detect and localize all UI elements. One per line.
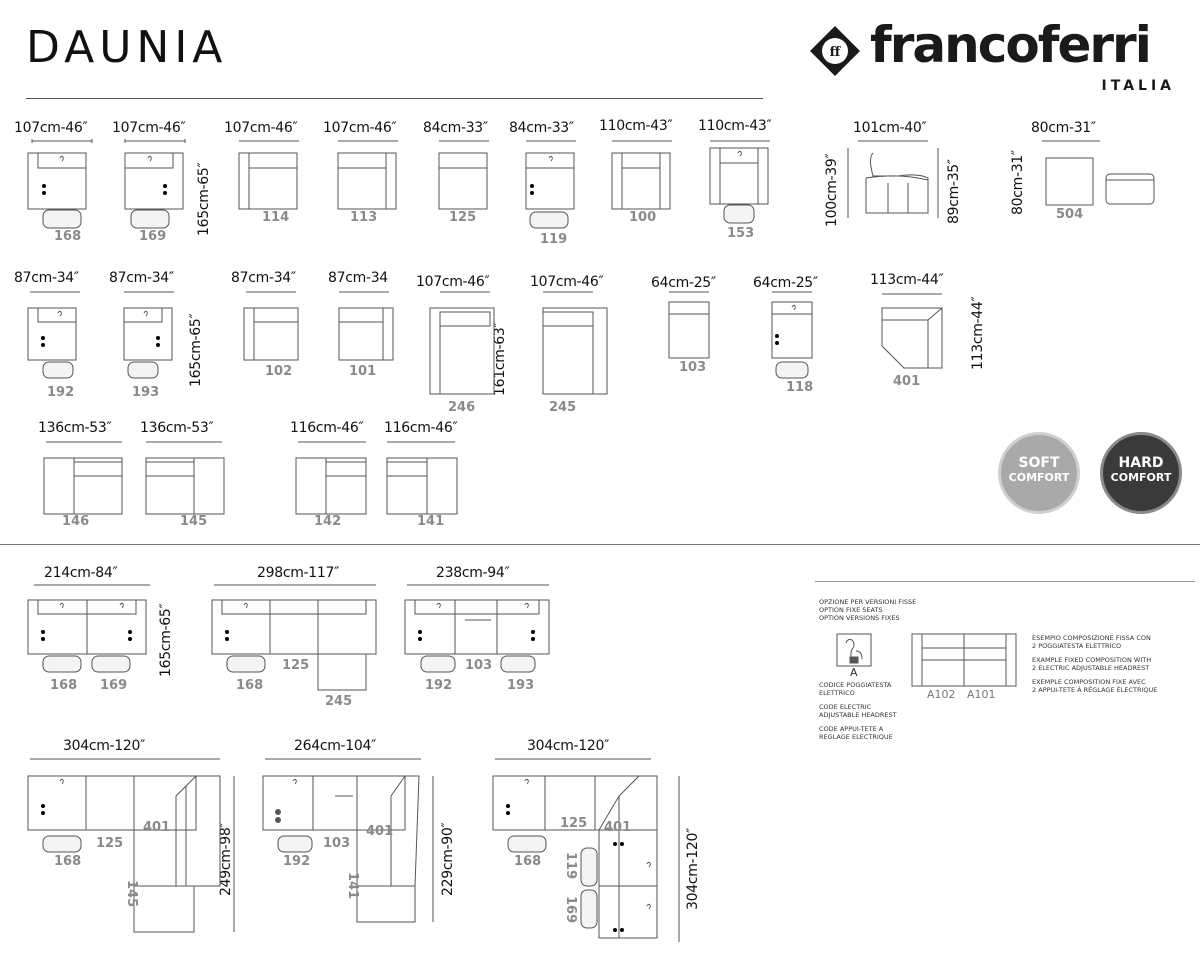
example-text-line: 2 ELECTRIC ADJUSTABLE HEADREST	[1032, 664, 1150, 672]
module-142-drawing	[294, 438, 374, 518]
module-146-drawing	[42, 438, 132, 518]
module-code: 168	[514, 854, 542, 869]
dim-label: 304cm-120″	[527, 738, 610, 754]
module-code: 119	[540, 232, 568, 247]
brand-name: francoferri	[870, 16, 1150, 74]
dim-label-vertical: 304cm-120″	[685, 827, 701, 910]
module-code: 246	[448, 400, 476, 415]
module-102-drawing	[242, 288, 302, 368]
module-118-drawing	[770, 288, 820, 388]
options-divider	[815, 581, 1195, 582]
badge-line: COMFORT	[1008, 471, 1070, 484]
module-code-vertical: 145	[124, 880, 139, 908]
module-code: 103	[465, 658, 493, 673]
dim-label: 84cm-33″	[423, 120, 488, 136]
module-code: 103	[323, 836, 351, 851]
side-profile-drawing	[838, 138, 948, 228]
module-code: 141	[417, 514, 445, 529]
module-119-drawing	[524, 138, 584, 238]
module-code: 114	[262, 210, 290, 225]
page-title: DAUNIA	[26, 22, 228, 73]
module-code: 401	[604, 820, 632, 835]
dim-label-vertical: 100cm-39″	[824, 153, 840, 227]
brand-sub: ITALIA	[1101, 78, 1175, 94]
options-text-line: ADJUSTABLE HEADREST	[819, 711, 897, 719]
dim-label: 107cm-46″	[14, 120, 88, 136]
dim-label: 87cm-34	[328, 270, 388, 286]
module-246-drawing	[428, 288, 498, 408]
dim-label: 136cm-53″	[140, 420, 214, 436]
options-text-line: REGLAGE ELECTRIQUE	[819, 733, 893, 741]
module-code: 192	[47, 385, 75, 400]
hard-comfort-badge	[1100, 432, 1182, 514]
module-code: 504	[1056, 207, 1084, 222]
module-168-drawing	[26, 138, 96, 238]
example-code: A101	[967, 688, 996, 701]
options-codes-text	[819, 681, 897, 741]
dim-label-vertical: 229cm-90″	[440, 822, 456, 896]
composition-264-drawing	[261, 756, 441, 926]
module-code-vertical: 119	[563, 852, 578, 880]
module-code: 192	[283, 854, 311, 869]
section-divider	[0, 544, 1200, 545]
dim-label: 87cm-34″	[14, 270, 79, 286]
dim-label: 107cm-46″	[323, 120, 397, 136]
module-code: 153	[727, 226, 755, 241]
options-heading-line: OPZIONE PER VERSIONI FISSE	[819, 598, 917, 606]
module-401-drawing	[880, 290, 950, 380]
options-heading-line: OPTION VERSIONS FIXES	[819, 614, 900, 622]
module-code: 401	[893, 374, 921, 389]
module-code: 168	[236, 678, 264, 693]
example-code: A102	[927, 688, 956, 701]
dim-label-vertical: 161cm-63″	[492, 322, 508, 396]
module-245-drawing	[541, 288, 611, 408]
module-153-drawing	[708, 138, 778, 238]
composition-304a-drawing	[26, 756, 226, 936]
module-code: 102	[265, 364, 293, 379]
module-code: 192	[425, 678, 453, 693]
dim-label: 304cm-120″	[63, 738, 146, 754]
example-text-line: 2 POGGIATESTA ELETTRICO	[1032, 642, 1122, 650]
dim-label: 64cm-25″	[753, 275, 818, 291]
example-text-line: ESEMPIO COMPOSIZIONE FISSA CON	[1032, 634, 1151, 642]
module-code: 245	[325, 694, 353, 709]
options-heading	[819, 598, 916, 622]
module-code: 168	[54, 229, 82, 244]
module-101-drawing	[337, 288, 397, 368]
dim-label-vertical: 165cm-65″	[196, 162, 212, 236]
module-code: 193	[132, 385, 160, 400]
dim-label: 110cm-43″	[599, 118, 673, 134]
dim-label: 101cm-40″	[853, 120, 927, 136]
example-text-line: EXEMPLE COMPOSITION FIXE AVEC	[1032, 678, 1146, 686]
module-code: 169	[139, 229, 167, 244]
module-103-drawing	[667, 288, 717, 368]
dim-label: 80cm-31″	[1031, 120, 1096, 136]
dim-label: 107cm-46″	[530, 274, 604, 290]
badge-line: COMFORT	[1110, 471, 1172, 484]
module-code: 193	[507, 678, 535, 693]
svg-text:ff: ff	[829, 45, 841, 60]
dim-label: 87cm-34″	[109, 270, 174, 286]
module-100-drawing	[610, 138, 680, 218]
module-code: 142	[314, 514, 342, 529]
module-code: 401	[143, 820, 171, 835]
module-169-drawing	[123, 138, 193, 238]
option-letter: A	[850, 666, 858, 679]
dim-label-vertical: 165cm-65″	[158, 603, 174, 677]
dim-label: 238cm-94″	[436, 565, 510, 581]
options-text-line: CODE APPUI-TETE A	[819, 725, 884, 733]
module-code: 125	[560, 816, 588, 831]
dim-label: 214cm-84″	[44, 565, 118, 581]
dim-label-vertical: 249cm-98″	[218, 822, 234, 896]
module-code: 169	[100, 678, 128, 693]
dim-label: 87cm-34″	[231, 270, 296, 286]
module-code: 168	[50, 678, 78, 693]
dim-label-vertical: 89cm-35″	[946, 159, 962, 224]
module-code: 100	[629, 210, 657, 225]
dim-label: 107cm-46″	[224, 120, 298, 136]
module-code-vertical: 141	[345, 872, 360, 900]
badge-line: SOFT	[1018, 455, 1060, 471]
brand-logo	[808, 18, 1183, 100]
options-text-line: CODICE POGGIATESTA	[819, 681, 892, 689]
module-code: 146	[62, 514, 90, 529]
dim-label: 298cm-117″	[257, 565, 340, 581]
module-192-drawing	[26, 288, 86, 388]
composition-214-drawing	[26, 582, 156, 682]
dim-label: 107cm-46″	[416, 274, 490, 290]
module-145-drawing	[144, 438, 234, 518]
dim-label-vertical: 80cm-31″	[1010, 150, 1026, 215]
dim-label-vertical: 165cm-65″	[188, 313, 204, 387]
dim-label-vertical: 113cm-44″	[970, 296, 986, 370]
example-text	[1032, 634, 1157, 694]
module-code: 113	[350, 210, 378, 225]
module-504-drawing	[1040, 138, 1170, 218]
header-divider	[26, 98, 763, 99]
example-composition-drawing	[910, 632, 1020, 692]
module-141-drawing	[385, 438, 465, 518]
dim-label: 84cm-33″	[509, 120, 574, 136]
example-text-line: EXAMPLE FIXED COMPOSITION WITH	[1032, 656, 1152, 664]
module-code: 118	[786, 380, 814, 395]
module-code: 125	[96, 836, 124, 851]
module-125-drawing	[437, 138, 497, 218]
dim-label: 264cm-104″	[294, 738, 377, 754]
dim-label: 107cm-46″	[112, 120, 186, 136]
dim-label: 64cm-25″	[651, 275, 716, 291]
dim-label: 110cm-43″	[698, 118, 772, 134]
dim-label: 116cm-46″	[290, 420, 364, 436]
dim-label: 113cm-44″	[870, 272, 944, 288]
dim-label: 116cm-46″	[384, 420, 458, 436]
module-code: 168	[54, 854, 82, 869]
options-text-line: ELETTRICO	[819, 689, 855, 697]
module-code: 401	[366, 824, 394, 839]
module-code: 101	[349, 364, 377, 379]
module-code: 245	[549, 400, 577, 415]
options-text-line: CODE ELECTRIC	[819, 703, 872, 711]
composition-304b-drawing	[491, 756, 691, 946]
options-heading-line: OPTION FIXE SEATS	[819, 606, 883, 614]
module-code: 125	[449, 210, 477, 225]
brand-mark-icon	[808, 24, 862, 78]
module-113-drawing	[336, 138, 406, 218]
module-code: 103	[679, 360, 707, 375]
module-code: 145	[180, 514, 208, 529]
module-code: 125	[282, 658, 310, 673]
soft-comfort-badge	[998, 432, 1080, 514]
dim-label: 136cm-53″	[38, 420, 112, 436]
module-193-drawing	[122, 288, 182, 388]
module-114-drawing	[237, 138, 307, 218]
badge-line: HARD	[1118, 455, 1164, 471]
example-text-line: 2 APPUI-TETE À RÉGLAGE ÉLECTRIQUE	[1032, 686, 1158, 694]
module-code-vertical: 169	[563, 896, 578, 924]
